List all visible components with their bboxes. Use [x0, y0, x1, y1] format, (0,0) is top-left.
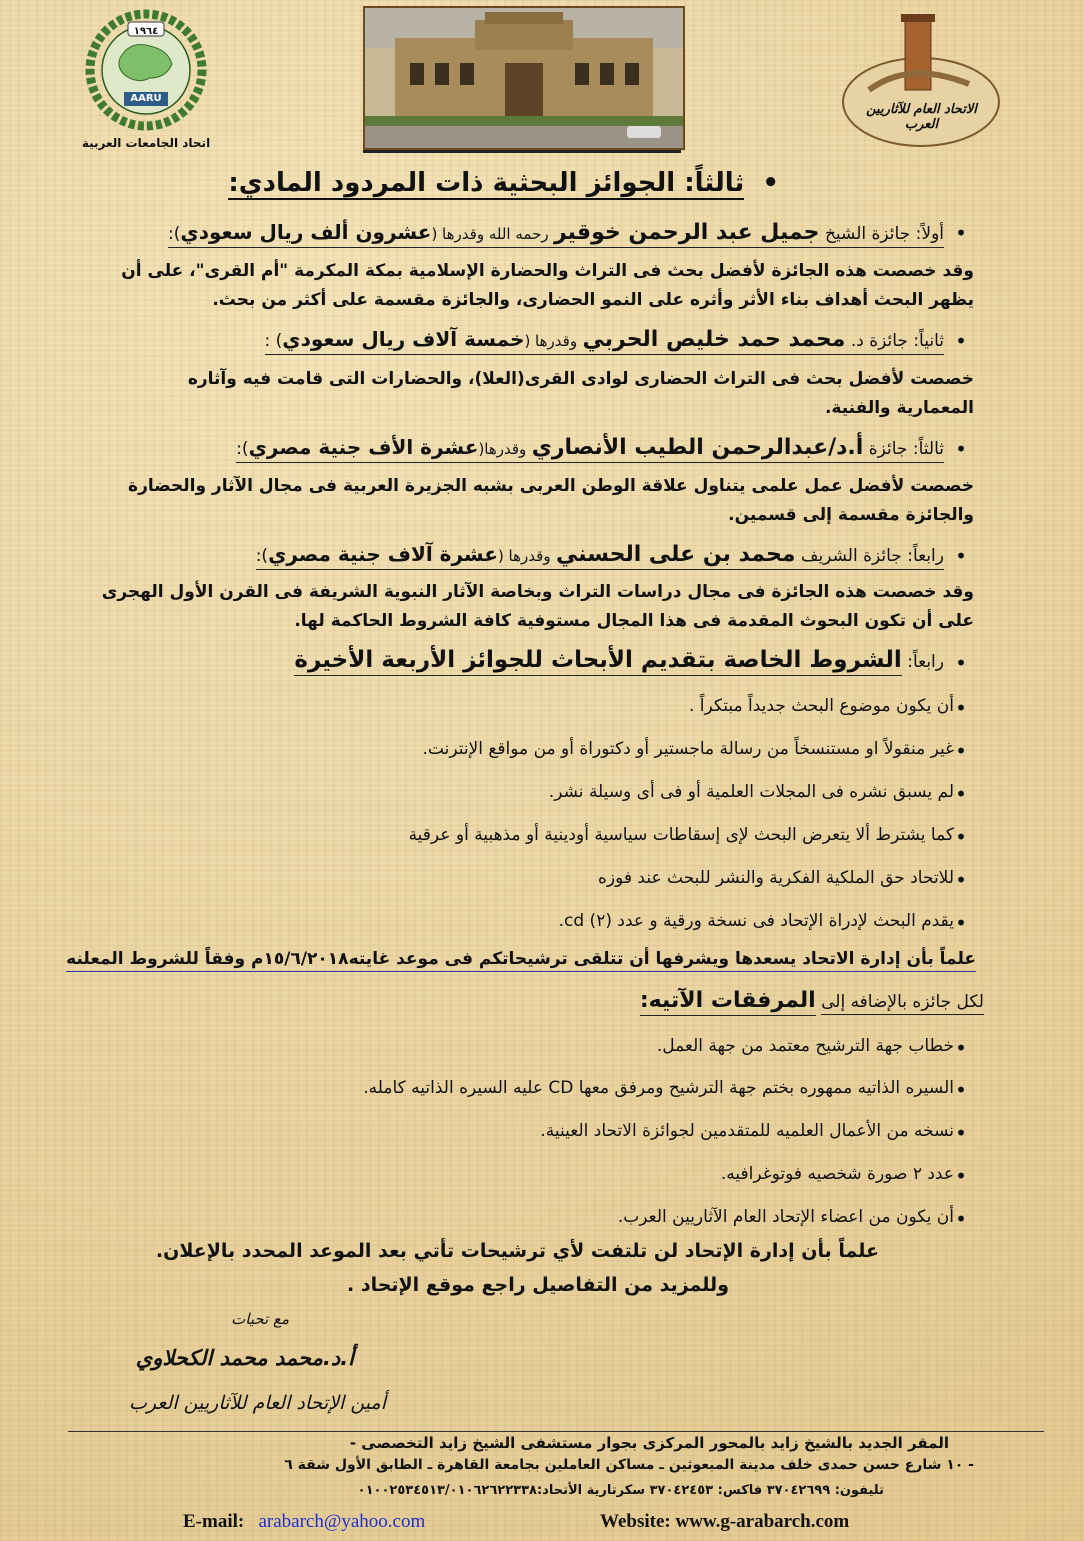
aaru-logo-badge: AARU: [130, 93, 162, 104]
attachment-item: خطاب جهة الترشيح معتمد من جهة العمل.: [656, 1036, 954, 1056]
description-line: يظهر البحث أهداف بناء الأثر وأثره على النمو الحضارى، والجائزة مقسمة على أكثر من بحث.: [212, 290, 974, 310]
aaru-logo-year: ١٩٦٤: [133, 26, 159, 37]
conditions-ordinal: رابعاً:: [907, 652, 944, 672]
prize-amount-prefix: رحمه الله وقدرها (: [431, 225, 549, 243]
title-bullet-icon: •: [744, 168, 779, 198]
bullet-icon: •: [955, 782, 967, 806]
bullet-icon: •: [955, 1121, 967, 1145]
attachment-item: نسخه من الأعمال العلميه للمتقدمين لجوائزة الاتحاد العينية.: [540, 1121, 954, 1141]
prize-donor-name: محمد حمد خليص الحربي: [582, 327, 846, 352]
footer-website: [600, 1511, 849, 1533]
prize-ordinal: أولاً:: [915, 224, 944, 244]
signature-title: أمين الإتحاد العام للآثاريين العرب: [129, 1392, 386, 1414]
condition-item: كما يشترط ألا يتعرض البحث لإى إسقاطات سياسية أودينية أو مذهبية أو عرقية: [408, 825, 954, 845]
description-line: والجائزة مقسمة إلى قسمين.: [728, 505, 974, 525]
section-title-text: ثالثاً: الجوائز البحثية ذات المردود المادي:: [228, 168, 745, 198]
section-title: [228, 168, 779, 198]
prize-amount: عشرة آلاف جنية مصري: [268, 542, 498, 566]
prize-ordinal: ثالثاً:: [912, 439, 944, 459]
prize-3-heading: [236, 435, 944, 463]
condition-item: غير منقولاً او مستنسخاً من رسالة ماجستير أو دكتوراة أو من مواقع الإنترنت.: [422, 739, 954, 759]
email-link[interactable]: arabarch@yahoo.com: [258, 1511, 426, 1532]
prize-amount: خمسة آلاف ريال سعودي: [282, 327, 525, 351]
condition-item: أن يكون موضوع البحث جديداً مبتكراً .: [688, 696, 954, 716]
email-label: E-mail:: [183, 1511, 245, 1532]
footer-address-1: المقر الجديد بالشيخ زايد بالمحور المركزى بجوار مستشفى الشيخ زايد التخصصى -: [349, 1434, 949, 1452]
prize-donor-name: جميل عبد الرحمن خوقير: [554, 220, 820, 245]
conditions-heading-text: الشروط الخاصة بتقديم الأبحاث للجوائز الأربعة الأخيرة: [294, 647, 901, 676]
bullet-icon: •: [955, 651, 967, 675]
prize-prefix: جائزة الشيخ: [824, 224, 911, 244]
attachments-heading-text: المرفقات الآتيه:: [640, 988, 816, 1016]
conditions-heading: [294, 647, 944, 673]
bullet-icon: •: [955, 329, 967, 353]
prize-amount: عشرون ألف ريال سعودي: [180, 220, 432, 244]
header-divider: [363, 150, 681, 153]
attachments-intro: لكل جائزه بالإضافه إلى: [821, 992, 984, 1015]
bullet-icon: •: [955, 739, 967, 763]
prize-amount-suffix: ):: [255, 546, 269, 566]
prize-amount-suffix: ) :: [264, 331, 283, 351]
description-line: المعمارية والفنية.: [824, 398, 974, 418]
bullet-icon: •: [955, 544, 967, 568]
description-line: خصصت لأفضل عمل علمى يتناول علاقة الوطن العربى بشبه الجزيرة العربية فى مجال الآثار والحضارة: [128, 476, 974, 496]
prize-ordinal: ثانياً:: [913, 331, 944, 351]
bullet-icon: •: [955, 911, 967, 935]
prize-amount-suffix: ):: [236, 439, 249, 459]
prize-1-description: [96, 257, 974, 315]
closing-line-1: علماً بأن إدارة الإتحاد لن تلتفت لأي ترشيحات تأتي بعد الموعد المحدد بالإعلان.: [155, 1240, 879, 1262]
description-line: وقد خصصت هذه الجائزة لأفضل بحث فى التراث والحضارة الإسلامية بمكة المكرمة "أم القرى"، على أن: [121, 261, 974, 281]
attachment-item: أن يكون من اعضاء الإتحاد العام الآثاريين العرب.: [617, 1207, 954, 1227]
prize-donor-name: أ.د/عبدالرحمن الطيب الأنصاري: [531, 435, 864, 460]
website-link[interactable]: www.g-arabarch.com: [675, 1511, 850, 1532]
prize-4-heading: [256, 542, 944, 570]
closing-line-2: وللمزيد من التفاصيل راجع موقع الإتحاد .: [346, 1274, 729, 1296]
prize-prefix: جائزة د.: [850, 331, 908, 351]
prize-4-description: [96, 578, 974, 636]
prize-2-description: [96, 365, 974, 423]
prize-amount-prefix: وقدرها (: [497, 547, 551, 565]
prize-amount-prefix: وقدرها (: [524, 332, 578, 350]
prize-2-heading: [265, 327, 944, 355]
website-label: Website:: [600, 1511, 671, 1532]
prize-donor-name: محمد بن على الحسني: [555, 542, 796, 567]
footer-phones: تليفون: ٣٧٠٤٢٦٩٩ فاكس: ٣٧٠٤٢٤٥٣ سكرتارية الأتحاد:٠١٠٠٢٥٣٤٥١٣/٠١٠٦٢٦٢٢٣٣٨: [357, 1483, 884, 1498]
prize-prefix: جائزة: [868, 439, 908, 459]
bullet-icon: •: [955, 221, 967, 245]
condition-item: للاتحاد حق الملكية الفكرية والنشر للبحث عند فوزه: [597, 868, 954, 888]
footer-email: [183, 1511, 425, 1533]
signature-greeting: مع تحيات: [231, 1310, 289, 1328]
prize-amount-suffix: ):: [168, 224, 181, 244]
prize-amount: عشرة الأف جنية مصري: [248, 435, 479, 459]
headquarters-photo: [363, 6, 685, 150]
bullet-icon: •: [955, 1164, 967, 1188]
bullet-icon: •: [955, 1207, 967, 1231]
prize-1-heading: [168, 220, 944, 248]
attachments-heading: [640, 988, 984, 1013]
building-image: [365, 8, 683, 148]
deadline-note: علماً بأن إدارة الاتحاد يسعدها ويشرفها أن تتلقى ترشيحاتكم فى موعد غايته١٥/٦/٢٠١٨م وفقاً للشروط المعلنه: [66, 949, 976, 972]
attachment-item: عدد ٢ صورة شخصيه فوتوغرافيه.: [720, 1164, 954, 1184]
footer-address-2: - ١٠ شارع حسن حمدى خلف مدينة المبعوثين ـ مساكن العاملين بجامعة القاهرة ـ الطابق الأول شقة ٦: [284, 1457, 974, 1473]
bullet-icon: •: [955, 825, 967, 849]
condition-item: يقدم البحث لإدراة الإتحاد فى نسخة ورقية و عدد (٢) cd.: [558, 911, 954, 931]
prize-3-description: [96, 472, 974, 530]
signature-name: أ.د.محمد محمد الكحلاوي: [135, 1346, 354, 1370]
arab-archaeologists-logo: [839, 10, 1004, 150]
footer-divider: [68, 1431, 1044, 1432]
aaru-logo-caption: اتحاد الجامعات العربية: [81, 136, 211, 150]
aaru-logo: [80, 8, 212, 158]
arab-archaeologists-logo-caption: الاتحاد العام للآثاريين العرب: [866, 102, 977, 132]
bullet-icon: •: [955, 696, 967, 720]
bullet-icon: •: [955, 1078, 967, 1102]
prize-amount-prefix: وقدرها(: [478, 440, 527, 458]
bullet-icon: •: [955, 868, 967, 892]
condition-item: لم يسبق نشره فى المجلات العلمية أو فى أى وسيلة نشر.: [548, 782, 954, 802]
description-line: على أن تكون البحوث المقدمة فى هذا المجال مستوفية كافة الشروط الحاكمة لها.: [294, 611, 974, 631]
bullet-icon: •: [955, 1036, 967, 1060]
attachment-item: السيره الذاتيه ممهوره بختم جهة الترشيح ومرفق معها CD عليه السيره الذاتيه كامله.: [363, 1078, 954, 1098]
description-line: خصصت لأفضل بحث فى التراث الحضارى لوادى القرى(العلا)، والحضارات التى قامت فيه وآثاره: [187, 369, 974, 389]
prize-ordinal: رابعاً:: [907, 546, 944, 566]
bullet-icon: •: [955, 437, 967, 461]
description-line: وقد خصصت هذه الجائزة فى مجال دراسات التراث وبخاصة الآثار النبوية الشريفة فى القرن الأول الهجرى: [101, 582, 974, 602]
prize-prefix: جائزة الشريف: [800, 546, 902, 566]
